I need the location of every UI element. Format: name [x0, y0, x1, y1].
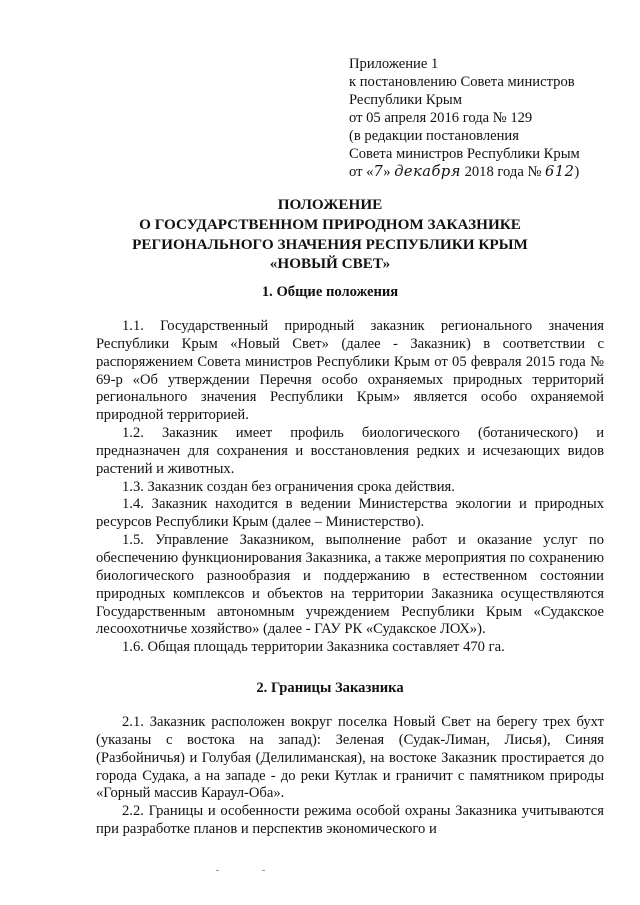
scan-artifact	[262, 870, 265, 871]
document-title	[60, 195, 600, 274]
section-1-body	[96, 318, 604, 657]
paragraph: 1.2. Заказник имеет профиль биологического (ботанического) и предназначен для сохранения и восстановления редких и исчезающих видов растений и животных.	[96, 425, 604, 477]
annex-line: Республики Крым	[349, 91, 462, 108]
annex-block	[349, 56, 619, 182]
annex-line: от 05 апреля 2016 года № 129	[349, 109, 533, 126]
section-2-body	[96, 714, 604, 839]
paragraph: 1.1. Государственный природный заказник регионального значения Республики Крым «Новый Свет» (далее - Заказник) в соответствии с распоряжением Совета министров Республики Крым от 05 февраля 2015 года № 69-р «Об утверждении Перечня особо охраняемых природных территорий регионального значения Республики Крым» является особо охраняемой природной территорией.	[96, 318, 604, 424]
paragraph: 1.4. Заказник находится в ведении Министерства экологии и природных ресурсов Республики Крым (далее – Министерство).	[96, 496, 604, 531]
handwritten-day: 7	[373, 163, 384, 181]
annex-line: Совета министров Республики Крым	[349, 145, 580, 162]
annex-date-sep: »	[383, 164, 391, 181]
annex-date-year: 2018 года №	[464, 164, 542, 181]
annex-line: к постановлению Совета министров	[349, 73, 575, 90]
annex-line: Приложение 1	[349, 56, 439, 72]
title-line: ПОЛОЖЕНИЕ	[277, 196, 383, 213]
handwritten-month: декабря	[394, 163, 461, 181]
scan-artifact	[216, 870, 219, 871]
title-line: РЕГИОНАЛЬНОГО ЗНАЧЕНИЯ РЕСПУБЛИКИ КРЫМ	[132, 235, 528, 253]
title-line: «НОВЫЙ СВЕТ»	[269, 255, 391, 273]
annex-line: (в редакции постановления	[349, 127, 519, 144]
paragraph: 2.2. Границы и особенности режима особой охраны Заказника учитываются при разработке планов и перспектив экономического и	[96, 803, 604, 838]
section-2-heading: 2. Границы Заказника	[256, 680, 404, 696]
paragraph: 1.6. Общая площадь территории Заказника составляет 470 га.	[122, 639, 505, 656]
paragraph: 1.3. Заказник создан без ограничения срока действия.	[122, 478, 455, 495]
section-1-heading: 1. Общие положения	[261, 284, 399, 300]
annex-date-prefix: от «	[349, 164, 374, 181]
paragraph: 1.5. Управление Заказником, выполнение работ и оказание услуг по обеспечению функционирования Заказника, а также мероприятия по сохранению биологического разнообразия и поддержанию в естественном состоянии природных комплексов и объектов на территории Заказника осуществляются Государственным автономным учреждением Республики Крым «Судакское лесоохотничье хозяйство» (далее - ГАУ РК «Судакское ЛОХ»).	[96, 532, 604, 638]
paragraph: 2.1. Заказник расположен вокруг поселка Новый Свет на берегу трех бухт (указаны с востока на запад): Зеленая (Судак-Лиман, Лисья), Синяя (Разбойничья) и Голубая (Делилиманская), на востоке Заказник простирается до города Судака, а на западе - до реки Кутлак и граничит с памятником природы «Горный массив Караул-Оба».	[96, 714, 604, 802]
annex-date-suffix: )	[574, 164, 580, 181]
title-line: О ГОСУДАРСТВЕННОМ ПРИРОДНОМ ЗАКАЗНИКЕ	[139, 215, 521, 233]
handwritten-number: 612	[545, 163, 575, 181]
annex-date-line	[349, 163, 619, 182]
